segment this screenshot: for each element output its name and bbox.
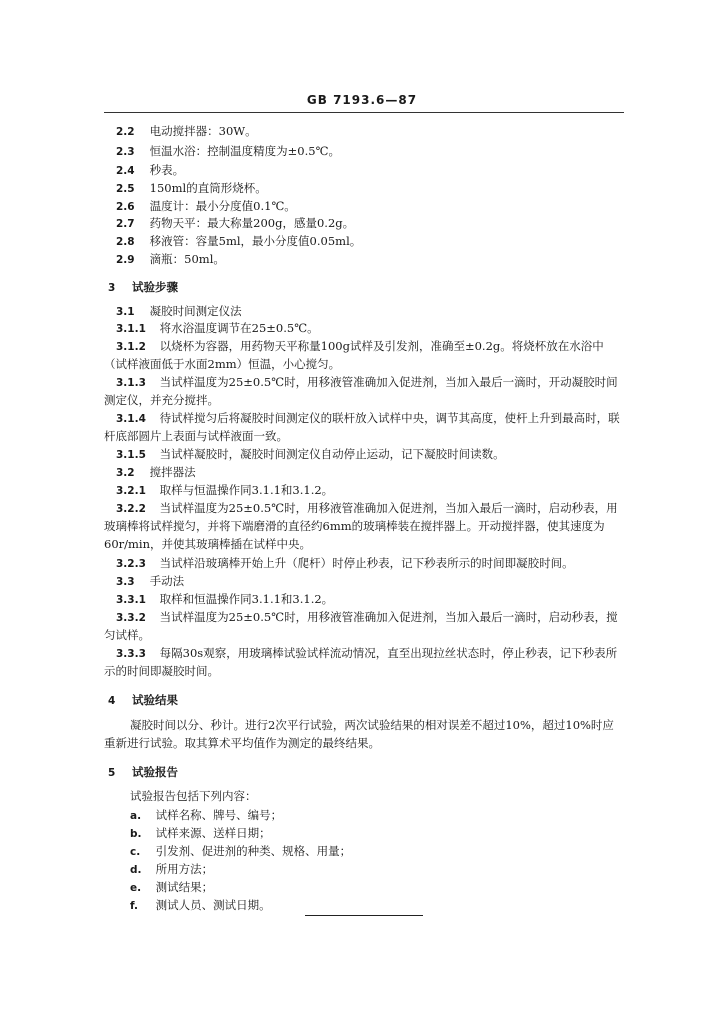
- item-text: 药物天平：最大称量200g，感量0.2g。: [149, 216, 355, 230]
- clause-3-3-1: [116, 592, 333, 607]
- item-2-2: [116, 124, 257, 139]
- item-text: 滴瓶：50ml。: [149, 252, 225, 266]
- item-letter: e.: [130, 882, 142, 894]
- clause-3-1-4: [116, 411, 620, 426]
- item-text: 试样来源、送样日期；: [155, 826, 271, 840]
- item-text: 待试样搅匀后将凝胶时间测定仪的联杆放入试样中央，调节其高度，使杆上升到最高时，联: [159, 411, 620, 425]
- item-text: 凝胶时间测定仪法: [149, 304, 242, 318]
- clause-3-2-1: [116, 483, 333, 498]
- item-text: 恒温水浴：控制温度精度为±0.5℃。: [149, 144, 340, 158]
- clause-3-3-3-cont: 示的时间即凝胶时间。: [104, 664, 219, 678]
- report-item-a: [130, 808, 282, 823]
- clause-3-1-2: [116, 339, 604, 354]
- item-number: 2.9: [116, 254, 135, 266]
- item-number: 3.2: [116, 467, 135, 479]
- item-2-3: [116, 144, 340, 159]
- item-text: 当试样温度为25±0.5℃时，用移液管准确加入促进剂，当加入最后一滴时，开动凝胶时间: [159, 375, 618, 389]
- item-text: 将水浴温度调节在25±0.5℃。: [159, 321, 319, 335]
- subsection-3-2: [116, 465, 196, 480]
- clause-3-2-3: [116, 556, 574, 571]
- clause-3-1-3: [116, 375, 618, 390]
- section-3-heading: [108, 280, 178, 295]
- item-2-9: [116, 252, 225, 267]
- item-2-5: [116, 181, 267, 196]
- item-text: 电动搅拌器：30W。: [149, 124, 257, 138]
- item-number: 3.2.3: [116, 558, 146, 570]
- item-text: 当试样凝胶时，凝胶时间测定仪自动停止运动，记下凝胶时间读数。: [159, 447, 505, 461]
- item-number: 3.3.3: [116, 648, 146, 660]
- subsection-3-3: [116, 574, 184, 589]
- item-number: 3.1: [116, 306, 135, 318]
- item-text: 秒表。: [149, 163, 185, 177]
- item-text: 当试样沿玻璃棒开始上升（爬杆）时停止秒表，记下秒表所示的时间即凝胶时间。: [159, 556, 574, 570]
- report-item-f: [130, 898, 271, 913]
- subsection-3-1: [116, 304, 242, 319]
- item-number: 2.8: [116, 236, 135, 248]
- item-text: 试样名称、牌号、编号；: [155, 808, 283, 822]
- page-header: GB 7193.6—87: [306, 93, 418, 107]
- item-number: 3.1.1: [116, 323, 146, 335]
- section-number: 3: [108, 282, 116, 294]
- item-text: 测试人员、测试日期。: [155, 898, 271, 912]
- item-text: 移液管：容量5ml，最小分度值0.05ml。: [149, 234, 362, 248]
- section-4-heading: [108, 693, 178, 708]
- item-2-4: [116, 163, 184, 178]
- item-text: 以烧杯为容器，用药物天平称量100g试样及引发剂，准确至±0.2g。将烧杯放在水浴中: [159, 339, 604, 353]
- header-rule: [104, 112, 624, 113]
- item-2-8: [116, 234, 361, 249]
- item-number: 2.7: [116, 218, 135, 230]
- clause-3-1-3-cont: 测定仪，并充分搅拌。: [104, 393, 219, 407]
- section-title: 试验报告: [132, 765, 179, 779]
- item-2-7: [116, 216, 354, 231]
- item-number: 3.3.1: [116, 594, 146, 606]
- clause-3-1-5: [116, 447, 505, 462]
- section-4-text: 凝胶时间以分、秒计。进行2次平行试验，两次试验结果的相对误差不超过10%，超过10%时应: [130, 718, 614, 732]
- item-number: 3.2.1: [116, 485, 146, 497]
- item-text: 所用方法；: [155, 862, 214, 876]
- end-rule: [305, 915, 423, 916]
- report-item-b: [130, 826, 271, 841]
- clause-3-3-2: [116, 610, 618, 625]
- clause-3-3-2-cont: 匀试样。: [104, 628, 150, 642]
- report-item-e: [130, 880, 213, 895]
- item-number: 3.2.2: [116, 503, 146, 515]
- item-text: 取样和恒温操作同3.1.1和3.1.2。: [159, 592, 334, 606]
- item-text: 引发剂、促进剂的种类、规格、用量；: [155, 844, 352, 858]
- item-text: 搅拌器法: [149, 465, 196, 479]
- item-text: 当试样温度为25±0.5℃时，用移液管准确加入促进剂，当加入最后一滴时，启动秒表，搅: [159, 610, 618, 624]
- section-number: 4: [108, 695, 116, 707]
- item-number: 2.5: [116, 183, 135, 195]
- item-number: 3.1.2: [116, 341, 146, 353]
- item-number: 3.3: [116, 576, 135, 588]
- item-letter: b.: [130, 828, 142, 840]
- section-title: 试验步骤: [132, 280, 179, 294]
- item-number: 3.1.4: [116, 413, 146, 425]
- item-number: 3.1.5: [116, 449, 146, 461]
- item-letter: c.: [130, 846, 141, 858]
- item-letter: f.: [130, 900, 138, 912]
- report-item-d: [130, 862, 213, 877]
- item-number: 3.1.3: [116, 377, 146, 389]
- clause-3-2-2: [116, 501, 618, 516]
- clause-3-3-3: [116, 646, 617, 661]
- clause-3-1-4-cont: 杆底部圆片上表面与试样液面一致。: [104, 429, 288, 443]
- item-text: 当试样温度为25±0.5℃时，用移液管准确加入促进剂，当加入最后一滴时，启动秒表，用: [159, 501, 618, 515]
- item-letter: a.: [130, 810, 142, 822]
- item-text: 每隔30s观察，用玻璃棒试验试样流动情况，直至出现拉丝状态时，停止秒表，记下秒表所: [159, 646, 618, 660]
- clause-3-1-1: [116, 321, 319, 336]
- item-number: 2.3: [116, 146, 135, 158]
- item-text: 手动法: [149, 574, 185, 588]
- report-item-c: [130, 844, 351, 859]
- item-2-6: [116, 199, 296, 214]
- item-text: 150ml的直筒形烧杯。: [149, 181, 267, 195]
- section-title: 试验结果: [132, 693, 179, 707]
- clause-3-1-2-cont: （试样液面低于水面2mm）恒温，小心搅匀。: [104, 357, 341, 371]
- item-text: 温度计：最小分度值0.1℃。: [149, 199, 296, 213]
- section-5-intro: 试验报告包括下列内容：: [130, 789, 257, 803]
- item-number: 2.2: [116, 126, 135, 138]
- clause-3-2-2-cont: 玻璃棒将试样搅匀，并将下端磨滑的直径约6mm的玻璃棒装在搅拌器上。开动搅拌器，使其速度为: [104, 519, 605, 533]
- item-text: 取样与恒温操作同3.1.1和3.1.2。: [159, 483, 334, 497]
- section-number: 5: [108, 767, 116, 779]
- item-number: 2.6: [116, 201, 135, 213]
- section-5-heading: [108, 765, 178, 780]
- clause-3-2-2-cont2: 60r/min，并使其玻璃棒插在试样中央。: [104, 537, 311, 551]
- item-number: 2.4: [116, 165, 135, 177]
- item-number: 3.3.2: [116, 612, 146, 624]
- section-4-text-cont: 重新进行试验。取其算术平均值作为测定的最终结果。: [104, 736, 380, 750]
- item-letter: d.: [130, 864, 142, 876]
- item-text: 测试结果；: [155, 880, 214, 894]
